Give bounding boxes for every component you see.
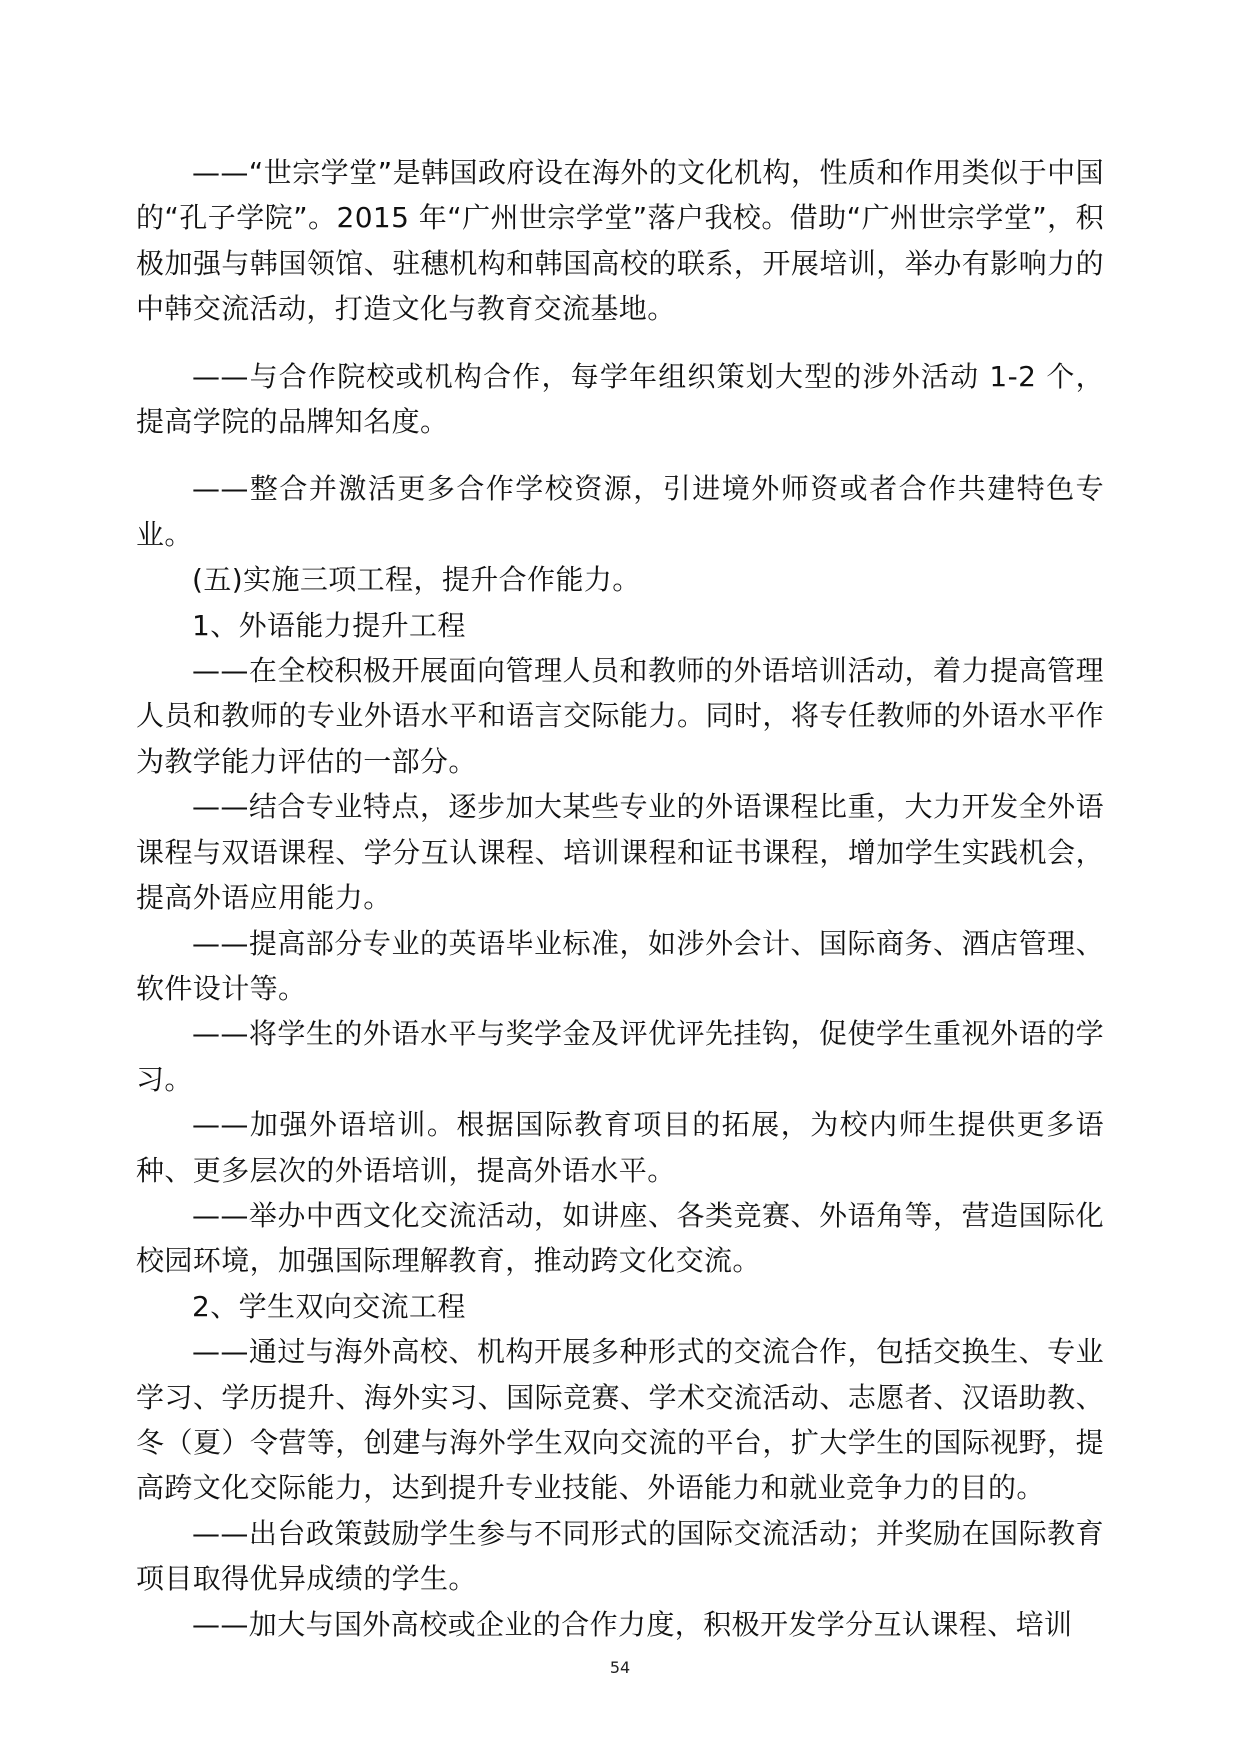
paragraph-large-activities: ——与合作院校或机构合作，每学年组织策划大型的涉外活动 1-2 个，提高学院的品牌知名度。 xyxy=(136,359,1104,439)
paragraph-encourage-students: ——出台政策鼓励学生参与不同形式的国际交流活动；并奖励在国际教育项目取得优异成绩的学生。 xyxy=(136,1516,1104,1596)
paragraph-cultural-exchange: ——举办中西文化交流活动，如讲座、各类竞赛、外语角等，营造国际化校园环境，加强国际理解教育，推动跨文化交流。 xyxy=(136,1198,1104,1278)
subheading-foreign-language-project: 1、外语能力提升工程 xyxy=(192,608,466,642)
page-number: 54 xyxy=(609,1658,631,1677)
paragraph-cooperation-efforts: ——加大与国外高校或企业的合作力度，积极开发学分互认课程、培训 xyxy=(192,1607,1073,1641)
paragraph-exchange-platform: ——通过与海外高校、机构开展多种形式的交流合作，包括交换生、专业学习、学历提升、海外实习、国际竞赛、学术交流活动、志愿者、汉语助教、冬（夏）令营等，创建与海外学生双向交流的平台，扩大学生的国际视野，提高跨文化交际能力，达到提升专业技能、外语能力和就业竞争力的目的。 xyxy=(136,1335,1104,1505)
paragraph-english-standards: ——提高部分专业的英语毕业标准，如涉外会计、国际商务、酒店管理、软件设计等。 xyxy=(136,926,1104,1005)
paragraph-scholarship-link: ——将学生的外语水平与奖学金及评优评先挂钩，促使学生重视外语的学习。 xyxy=(136,1017,1104,1096)
paragraph-language-training: ——加强外语培训。根据国际教育项目的拓展，为校内师生提供更多语种、更多层次的外语培训，提高外语水平。 xyxy=(136,1108,1104,1187)
paragraph-sejong-institute: ——“世宗学堂”是韩国政府设在海外的文化机构，性质和作用类似于中国的“孔子学院”。2015 年“广州世宗学堂”落户我校。借助“广州世宗学堂”，积极加强与韩国领馆、驻穗机构和韩国高校的联系，开展培训，举办有影响力的中韩交流活动，打造文化与教育交流基地。 xyxy=(136,156,1104,326)
paragraph-foreign-language-courses: ——结合专业特点，逐步加大某些专业的外语课程比重，大力开发全外语课程与双语课程、学分互认课程、培训课程和证书课程，增加学生实践机会，提高外语应用能力。 xyxy=(136,790,1104,915)
subheading-student-exchange-project: 2、学生双向交流工程 xyxy=(192,1289,466,1323)
paragraph-staff-language-training: ——在全校积极开展面向管理人员和教师的外语培训活动，着力提高管理人员和教师的专业外语水平和语言交际能力。同时，将专任教师的外语水平作为教学能力评估的一部分。 xyxy=(136,654,1104,778)
document-body xyxy=(136,150,1104,1647)
paragraph-integrate-resources: ——整合并激活更多合作学校资源，引进境外师资或者合作共建特色专业。 xyxy=(136,472,1104,551)
section-heading-three-projects: (五)实施三项工程，提升合作能力。 xyxy=(192,563,641,597)
